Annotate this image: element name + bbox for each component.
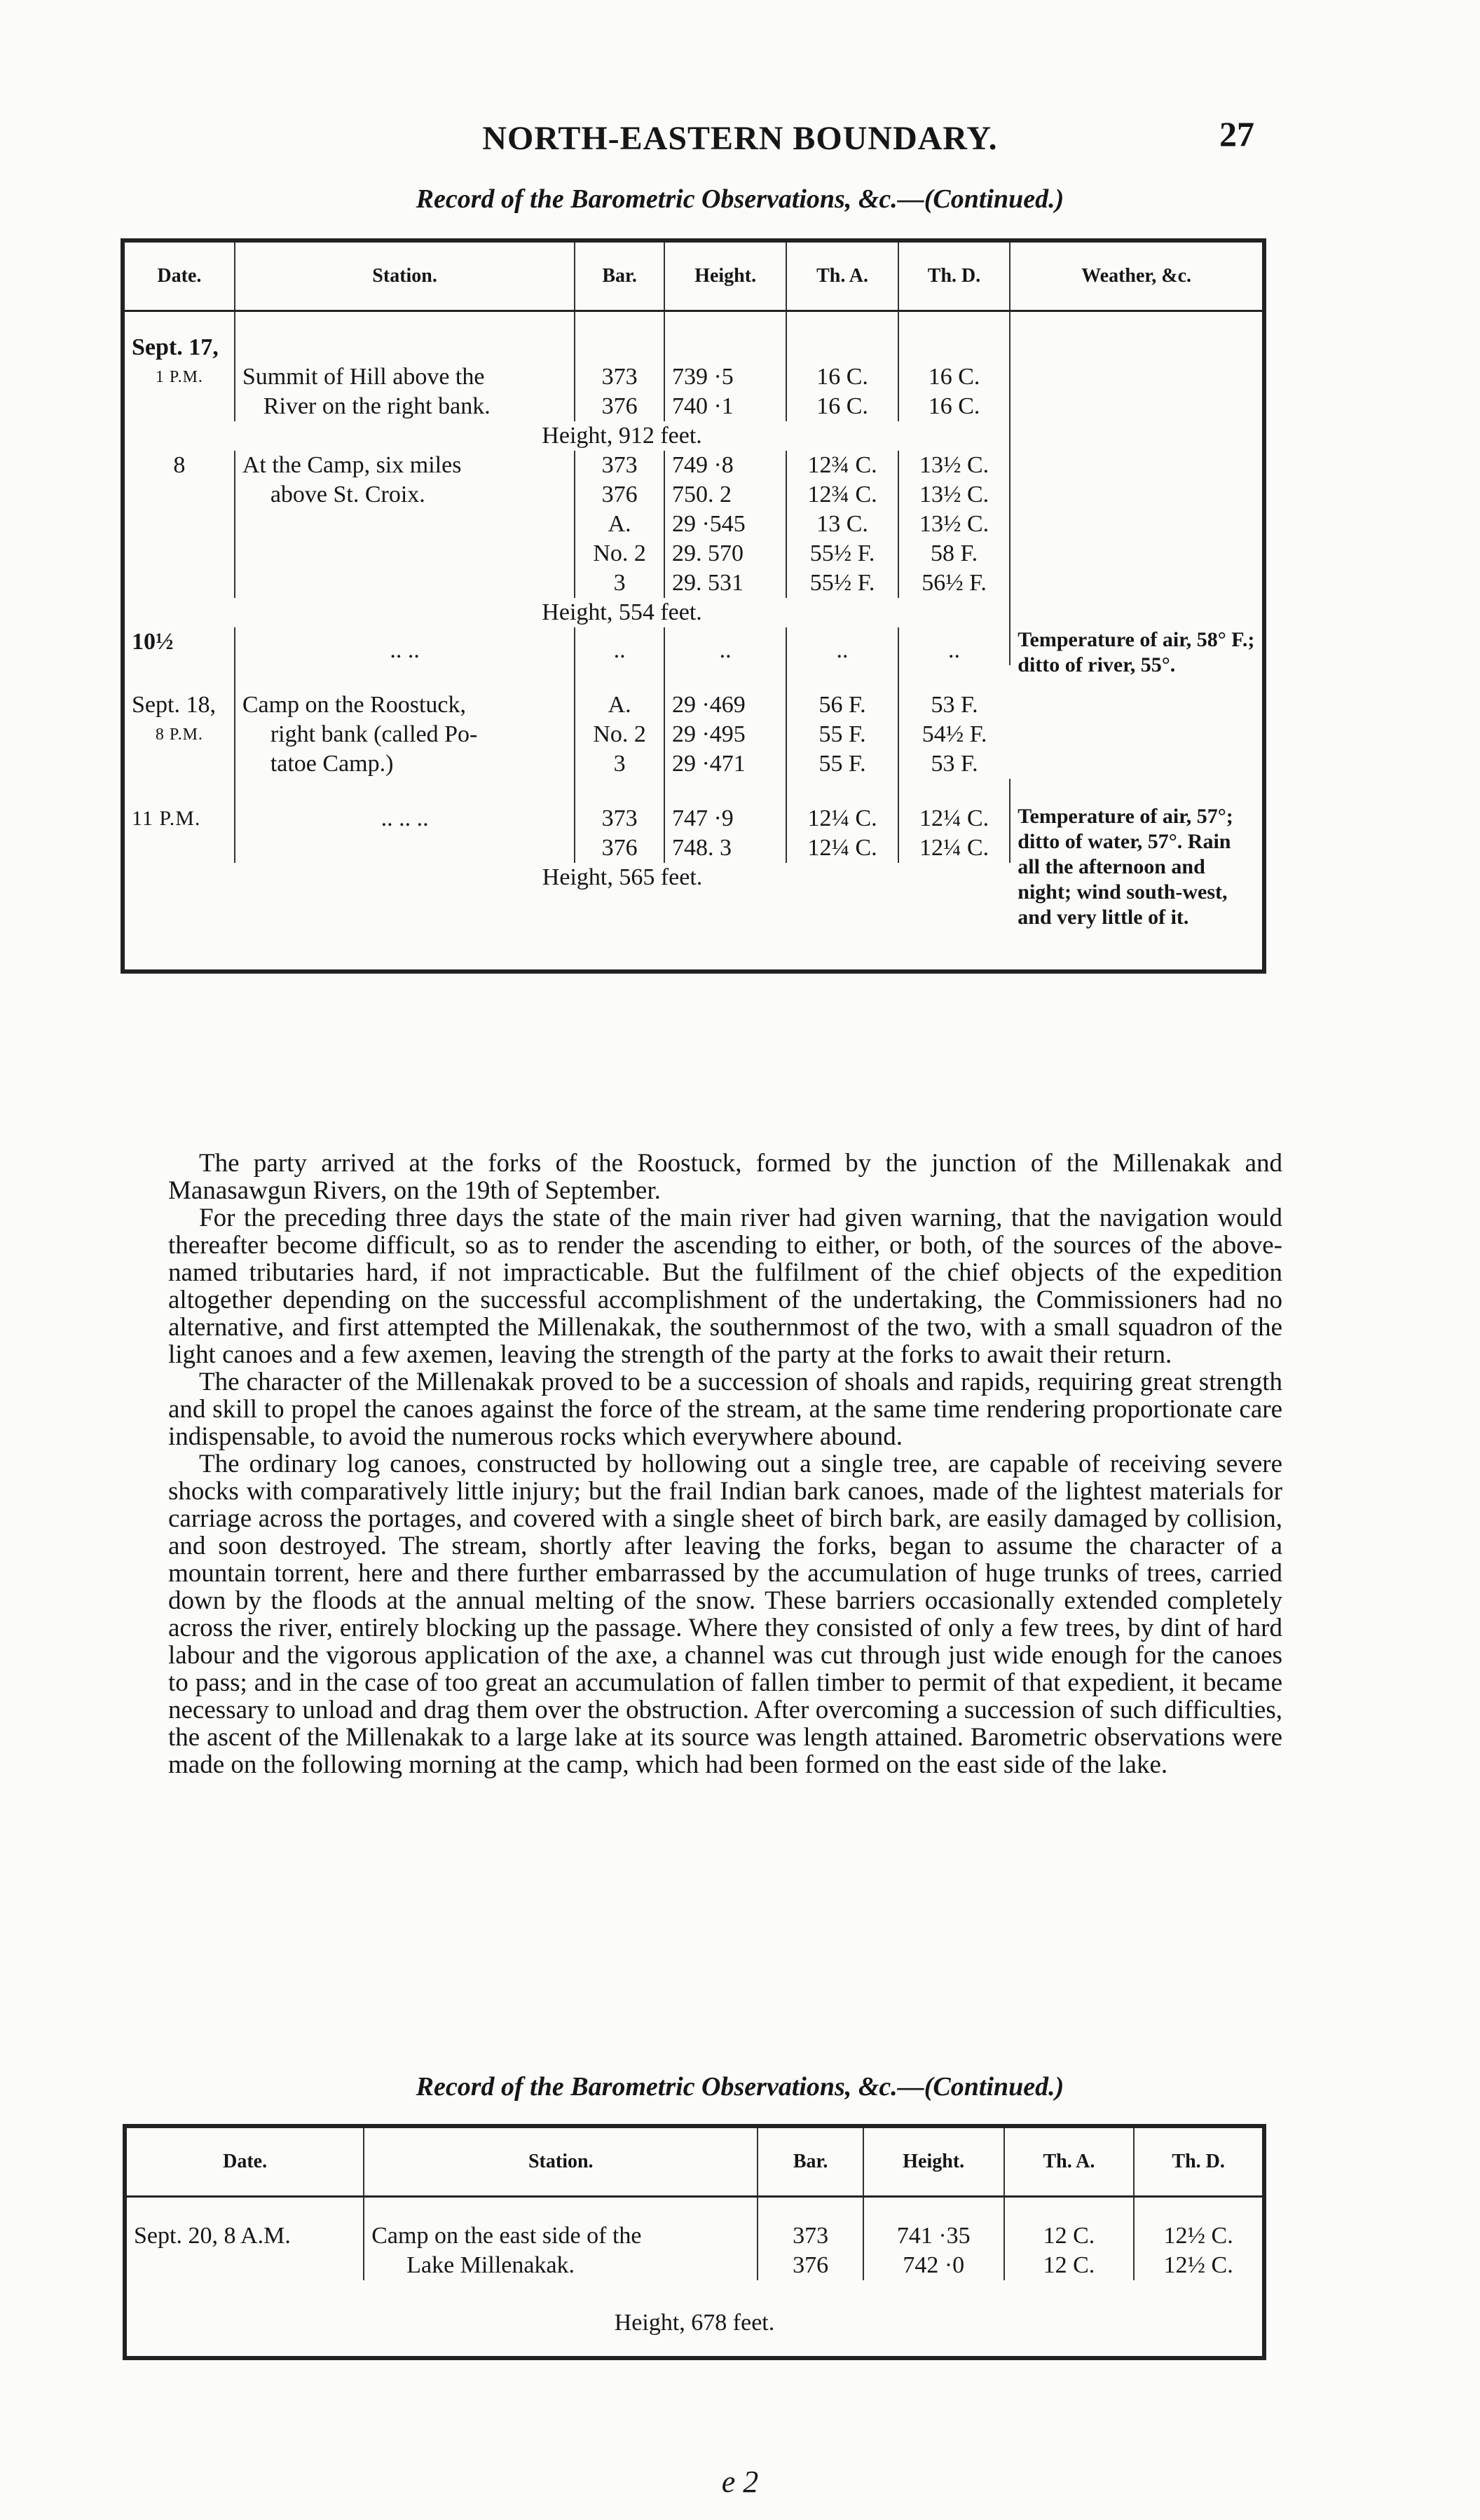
th-d-cell	[898, 311, 1010, 422]
running-head: NORTH-EASTERN BOUNDARY.	[482, 120, 998, 157]
bar-value: 373	[601, 805, 638, 831]
weather-cell	[1010, 451, 1264, 598]
table-row	[125, 2197, 1264, 2281]
th-d-value: 53 F.	[931, 692, 978, 718]
col-th-d: Th. D.	[898, 240, 1010, 311]
th-d-value: 12¼ C.	[919, 805, 989, 831]
weather-cell	[1010, 311, 1264, 422]
th-a-value: 12¾ C.	[807, 452, 877, 478]
col-bar: Bar.	[575, 240, 664, 311]
station-line: .. .. ..	[381, 805, 429, 831]
date-cell	[123, 779, 235, 863]
barometric-table-1	[121, 238, 1266, 974]
weather-note: Temperature of air, 58° F.; ditto of river, 55°.	[1018, 628, 1255, 676]
bar-value: 376	[601, 393, 638, 419]
height-value: 749 ·8	[671, 452, 734, 478]
height-value: 29 ·545	[671, 511, 746, 537]
station-line: .. ..	[390, 637, 420, 663]
col-bar: Bar.	[758, 2126, 863, 2197]
bar-cell	[575, 627, 664, 665]
date-cell	[123, 451, 235, 598]
table1-caption-continued: —(Continued.)	[897, 184, 1064, 214]
th-a-value: 55 F.	[818, 751, 866, 777]
date-line: 8	[173, 452, 186, 478]
col-height: Height.	[863, 2126, 1004, 2197]
station-cell	[364, 2197, 758, 2281]
station-line: At the Camp, six miles	[242, 452, 462, 478]
bar-cell	[575, 451, 664, 598]
bar-value: 3	[613, 570, 626, 596]
height-total: Height, 565 feet.	[542, 864, 703, 890]
height-cell	[664, 665, 786, 779]
th-d-cell	[898, 665, 1010, 779]
th-d-value: 13½ C.	[919, 511, 989, 537]
bar-value: 373	[601, 452, 638, 478]
station-cell	[235, 311, 575, 422]
th-d-value: 16 C.	[928, 364, 980, 390]
th-a-value: 13 C.	[816, 511, 868, 537]
th-d-value: 16 C.	[928, 393, 980, 419]
bar-value: 373	[601, 364, 638, 390]
table2-caption-title: Record of the Barometric Observations, &c.	[416, 2072, 898, 2102]
station-line: Camp on the east side of the	[371, 2223, 642, 2249]
station-cell	[235, 665, 575, 779]
th-d-cell	[898, 451, 1010, 598]
th-d-value: 54½ F.	[921, 721, 987, 747]
th-d-cell	[1134, 2197, 1264, 2281]
height-value: 748. 3	[671, 835, 732, 861]
th-a-cell	[786, 627, 898, 665]
paragraph: The party arrived at the forks of the Roostuck, formed by the junction of the Millenakak and Manasawgun Rivers, on the 19th of September.	[168, 1149, 1282, 1205]
station-line: Camp on the Roostuck,	[242, 692, 467, 718]
th-a-cell	[786, 311, 898, 422]
station-line: Summit of Hill above the	[242, 364, 485, 390]
date-line: Sept. 20, 8 A.M.	[134, 2223, 291, 2249]
bar-value: No. 2	[593, 540, 646, 566]
paragraph: For the preceding three days the state of the main river had given warning, that the navigation would thereafter become difficult, so as to render the ascending to either, or both, of the sources of the above-named tributaries hard, if not impracticable. But the fulfilment of the chief objects of the expedition altogether depending on the successful accomplishment of the undertaking, the Commissioners had no alternative, and first attempted the Millenakak, the southernmost of the two, with a small squadron of the light canoes and a few axemen, leaving the strength of the party at the forks to await their return.	[168, 1204, 1282, 1369]
bar-cell	[575, 311, 664, 422]
th-a-value: 12¼ C.	[807, 805, 877, 831]
height-cell	[664, 311, 786, 422]
height-total: Height, 912 feet.	[542, 423, 702, 449]
table1-caption	[0, 184, 1480, 214]
bar-cell	[575, 665, 664, 779]
th-d-cell	[898, 779, 1010, 863]
table1-header-row	[123, 240, 1264, 311]
table-row	[123, 451, 1264, 598]
th-d-value: 53 F.	[931, 751, 978, 777]
col-th-a: Th. A.	[1004, 2126, 1135, 2197]
col-height: Height.	[664, 240, 786, 311]
table2-caption	[0, 2071, 1480, 2102]
paragraph: The character of the Millenakak proved to be a succession of shoals and rapids, requiring great strength and skill to propel the canoes against the force of the stream, at the same time rendering proportionate care indispensable, to avoid the numerous rocks which everywhere abound.	[168, 1368, 1282, 1451]
th-a-value: 12 C.	[1043, 2223, 1095, 2249]
bar-value: 376	[601, 835, 638, 861]
th-a-cell	[786, 779, 898, 863]
height-value: 741 ·35	[896, 2223, 971, 2249]
height-value: ..	[719, 637, 732, 663]
th-a-value: 56 F.	[818, 692, 866, 718]
station-line: above St. Croix.	[270, 482, 425, 508]
time-line: 8 P.M.	[155, 726, 203, 744]
height-total: Height, 554 feet.	[542, 599, 702, 625]
page-number: 27	[1219, 114, 1254, 154]
col-weather: Weather, &c.	[1010, 240, 1264, 311]
height-value: 750. 2	[671, 482, 732, 508]
th-d-value: 58 F.	[930, 540, 978, 566]
height-value: 29. 531	[671, 570, 744, 596]
weather-note: Temperature of air, 57°; ditto of water, 57°. Rain all the afternoon and night; wind south-west, and very little of it.	[1018, 805, 1233, 929]
bar-cell	[575, 779, 664, 863]
height-value: 29. 570	[671, 540, 744, 566]
height-cell	[664, 779, 786, 863]
height-value: 742 ·0	[903, 2252, 965, 2278]
date-cell	[123, 627, 235, 665]
height-value: 29 ·495	[671, 721, 746, 747]
col-th-d: Th. D.	[1134, 2126, 1264, 2197]
height-value: 747 ·9	[671, 805, 734, 831]
station-cell	[235, 779, 575, 863]
time-line: 1 P.M.	[155, 368, 203, 386]
th-a-value: 16 C.	[816, 364, 868, 390]
bar-value: No. 2	[593, 721, 646, 747]
height-value: 739 ·5	[671, 364, 734, 390]
table-row	[123, 779, 1264, 863]
th-d-value: 12½ C.	[1163, 2252, 1233, 2278]
table2-header-row	[125, 2126, 1264, 2197]
col-date: Date.	[125, 2126, 364, 2197]
col-station: Station.	[364, 2126, 758, 2197]
weather-cell	[1010, 627, 1264, 779]
height-cell	[664, 627, 786, 665]
date-line: Sept. 17,	[132, 334, 219, 360]
th-a-value: 55 F.	[818, 721, 866, 747]
th-d-value: 56½ F.	[921, 570, 987, 596]
body-text	[168, 1150, 1282, 1778]
height-total: Height, 678 feet.	[614, 2310, 775, 2336]
bar-value: ..	[613, 637, 626, 663]
date-line: 10½	[132, 629, 174, 655]
bar-cell	[758, 2197, 863, 2281]
station-line: right bank (called Po-	[270, 721, 478, 747]
th-d-cell	[898, 627, 1010, 665]
station-cell	[235, 451, 575, 598]
th-d-value: ..	[948, 637, 961, 663]
table2-caption-continued: —(Continued.)	[897, 2072, 1064, 2102]
date-cell	[125, 2197, 364, 2281]
station-line: tatoe Camp.)	[270, 751, 394, 777]
height-total-row	[123, 598, 1264, 627]
th-a-cell	[786, 451, 898, 598]
date-line: 11 P.M.	[132, 807, 201, 830]
bar-value: 3	[613, 751, 626, 777]
bar-value: A.	[608, 511, 631, 537]
col-th-a: Th. A.	[786, 240, 898, 311]
station-cell	[235, 627, 575, 665]
col-date: Date.	[123, 240, 235, 311]
station-line: Lake Millenakak.	[406, 2252, 575, 2278]
date-cell	[123, 311, 235, 422]
height-value: 29 ·469	[671, 692, 746, 718]
table-row	[123, 311, 1264, 422]
th-a-value: 55½ F.	[809, 570, 875, 596]
table-row	[123, 627, 1264, 665]
th-a-cell	[786, 665, 898, 779]
paragraph: The ordinary log canoes, constructed by hollowing out a single tree, are capable of receiving severe shocks with comparatively little injury; but the frail Indian bark canoes, made of the lightest materials for carriage across the portages, and covered with a single sheet of birch bark, are easily damaged by collision, and soon destroyed. The stream, shortly after leaving the forks, began to assume the character of a mountain torrent, here and there further embarrassed by the accumulation of huge trunks of trees, carried down by the floods at the annual melting of the snow. These barriers occasionally extended completely across the river, entirely blocking up the passage. Where they consisted of only a few trees, by dint of hard labour and the vigorous application of the axe, a channel was cut through just wide enough for the canoes to pass; and in the case of too great an accumulation of fallen timber to permit of that expedient, it became necessary to unload and drag them over the obstruction. After overcoming a succession of such difficulties, the ascent of the Millenakak to a large lake at its source was length attained. Barometric observations were made on the following morning at the camp, which had been formed on the east side of the lake.	[168, 1450, 1282, 1779]
th-a-value: 12 C.	[1043, 2252, 1095, 2278]
th-a-value: ..	[836, 637, 849, 663]
height-total-row	[123, 421, 1264, 451]
table1-caption-title: Record of the Barometric Observations, &c.	[416, 184, 898, 214]
col-station: Station.	[235, 240, 575, 311]
height-cell	[664, 451, 786, 598]
barometric-table-2	[123, 2124, 1266, 2360]
weather-cell	[1010, 779, 1264, 972]
bar-value: 376	[601, 482, 638, 508]
th-a-value: 55½ F.	[809, 540, 875, 566]
th-a-value: 12¾ C.	[807, 482, 877, 508]
date-line: Sept. 18,	[132, 692, 216, 718]
date-cell	[123, 665, 235, 779]
signature-mark: e 2	[721, 2465, 759, 2499]
th-d-value: 13½ C.	[919, 452, 989, 478]
height-cell	[863, 2197, 1004, 2281]
th-d-value: 12½ C.	[1163, 2223, 1233, 2249]
height-total-row	[125, 2280, 1264, 2358]
th-a-cell	[1004, 2197, 1135, 2281]
bar-value: 373	[793, 2223, 829, 2249]
th-d-value: 12¼ C.	[919, 835, 989, 861]
bar-value: 376	[793, 2252, 829, 2278]
th-a-value: 12¼ C.	[807, 835, 877, 861]
station-line: River on the right bank.	[263, 393, 491, 419]
th-d-value: 13½ C.	[919, 482, 989, 508]
height-value: 740 ·1	[671, 393, 734, 419]
th-a-value: 16 C.	[816, 393, 868, 419]
bar-value: A.	[608, 692, 631, 718]
height-value: 29 ·471	[671, 751, 746, 777]
